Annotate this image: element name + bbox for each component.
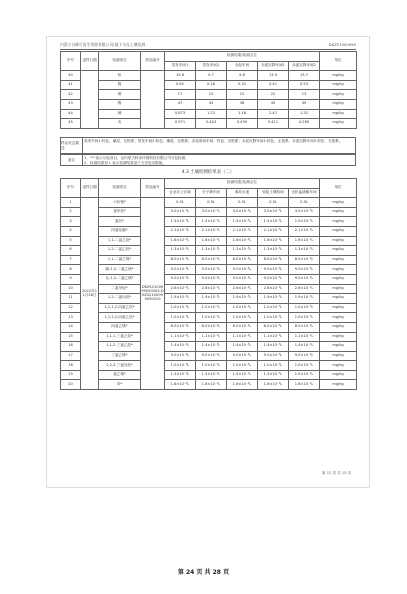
row-value: 0.5L (165, 198, 196, 208)
table-row (61, 198, 357, 208)
row-unit: mg/kg (320, 99, 357, 109)
row-no: 40 (61, 71, 81, 81)
row-value: 1.4×10⁻³L (165, 342, 196, 352)
row-value: 1.4×10⁻³L (258, 342, 289, 352)
row-unit: mg/kg (320, 119, 357, 129)
row-value: 1.6×10⁻³L (196, 380, 227, 390)
row-value: 2.1×10⁻³L (196, 226, 227, 236)
row-value: 1.0×10⁻³L (227, 361, 258, 371)
row-item: 镍 (99, 99, 141, 109)
row-value: 9.0×10⁻⁴L (258, 274, 289, 284)
row-value: 15 (227, 90, 258, 100)
row-value: 8.0×10⁻⁴L (258, 322, 289, 332)
row-value: 2.6×10⁻³L (227, 284, 258, 294)
table-row (61, 351, 357, 361)
row-item: 苯* (99, 380, 141, 390)
row-unit: mg/kg (320, 342, 357, 352)
row-value: 1.0×10⁻³L (289, 361, 320, 371)
row-value: 1.0×10⁻³L (165, 313, 196, 323)
table-header-row (61, 52, 357, 62)
row-value: 3.0×10⁻³L (165, 207, 196, 217)
row-item: 砷 (99, 109, 141, 119)
header-report-number: DKZS1900990 (328, 42, 356, 47)
row-value: 1.5×10⁻³L (227, 370, 258, 380)
table-row (61, 313, 357, 323)
row-value: 1.6×10⁻³L (258, 236, 289, 246)
row-value: 0.971 (165, 119, 196, 129)
row-value: 9.0×10⁻⁴L (196, 274, 227, 284)
row-item: 1,1-二氯乙烯* (99, 255, 141, 265)
row-no: 1 (61, 198, 81, 208)
row-value: 9.0×10⁻⁴L (165, 265, 196, 275)
row-item: 四氯化碳* (99, 226, 141, 236)
row-item: 氯乙烯* (99, 370, 141, 380)
header-date: 送样日期 (81, 179, 99, 198)
row-no: 5 (61, 236, 81, 246)
row-value: 1.1×10⁻³L (165, 332, 196, 342)
table-row (61, 342, 357, 352)
header-sample-no: 样品编号 (141, 52, 165, 71)
header-no: 序号 (61, 179, 81, 198)
row-value: 9.0×10⁻⁴L (289, 351, 320, 361)
row-value: 13.7 (289, 71, 320, 81)
row-item: 氯甲烷* (99, 207, 141, 217)
table-row (61, 226, 357, 236)
row-value: 3.0×10⁻³L (227, 207, 258, 217)
row-value: 0.5L (227, 198, 258, 208)
table-2-title: 4.3 土壤检测结果表（二） (181, 170, 235, 175)
row-value: 1.0×10⁻³L (258, 313, 289, 323)
table-row (61, 274, 357, 284)
row-item: 1,1,1,2-四氯乙烷* (99, 303, 141, 313)
row-unit: mg/kg (320, 294, 357, 304)
table-row (61, 303, 357, 313)
row-value: 2.1×10⁻³L (258, 226, 289, 236)
header-item: 检测项目 (99, 179, 141, 198)
row-value: 1.4×10⁻³L (227, 342, 258, 352)
table-row (61, 332, 357, 342)
row-value: 1.4×10⁻³L (196, 342, 227, 352)
row-unit: mg/kg (320, 361, 357, 371)
row-value: 8.0×10⁻⁴L (227, 255, 258, 265)
table-row (61, 322, 357, 332)
row-value: 45 (258, 99, 289, 109)
row-item: 镉 (99, 80, 141, 90)
row-value: 1.5×10⁻³L (165, 370, 196, 380)
row-value: 1.3×10⁻³L (165, 246, 196, 256)
row-value: 9.0×10⁻⁴L (258, 351, 289, 361)
row-unit: mg/kg (320, 313, 357, 323)
row-value: 9.0×10⁻⁴L (289, 274, 320, 284)
row-value: 47 (165, 99, 196, 109)
row-value: 22 (258, 90, 289, 100)
row-value: 39 (289, 99, 320, 109)
row-value: 0.5L (258, 198, 289, 208)
row-no: 12 (61, 303, 81, 313)
row-value: 1.1×10⁻³L (289, 332, 320, 342)
row-unit: mg/kg (320, 380, 357, 390)
row-value: 1.1×10⁻³L (196, 332, 227, 342)
row-value: 0.5L (289, 198, 320, 208)
row-value: 1.0×10⁻³L (165, 361, 196, 371)
row-no: 13 (61, 313, 81, 323)
row-unit: mg/kg (320, 207, 357, 217)
row-no: 18 (61, 361, 81, 371)
row-value: 1.18 (227, 109, 258, 119)
row-value: 1.0×10⁻³L (258, 361, 289, 371)
row-value: 2.6×10⁻³L (289, 284, 320, 294)
row-unit: mg/kg (320, 236, 357, 246)
header-item: 检测项目 (99, 52, 141, 71)
row-item: 铅 (99, 71, 141, 81)
row-no: 20 (61, 380, 81, 390)
row-value: 3.0×10⁻³L (196, 207, 227, 217)
row-unit: mg/kg (320, 265, 357, 275)
row-unit: mg/kg (320, 90, 357, 100)
row-value: 1.5×10⁻³L (258, 370, 289, 380)
row-unit: mg/kg (320, 80, 357, 90)
header-company: 内蒙古日峰可再生资源有限公司(地下水及土壤检测 (60, 42, 146, 47)
row-value: 1.22 (196, 109, 227, 119)
row-value: 38 (227, 99, 258, 109)
row-unit: mg/kg (320, 284, 357, 294)
header-unit: 单位 (320, 179, 357, 198)
row-value: 8.0×10⁻⁴L (196, 255, 227, 265)
row-item: 1,1,2,2-四氯乙烷* (99, 313, 141, 323)
row-no: 8 (61, 265, 81, 275)
row-value: 2.47 (258, 109, 289, 119)
row-value: 0.32 (227, 80, 258, 90)
header-location: 分子筛车间 (196, 188, 227, 198)
row-item: 1,2-二氯丙烷* (99, 294, 141, 304)
row-unit: mg/kg (320, 370, 357, 380)
row-value: 0.41 (258, 80, 289, 90)
row-value: 15.6 (165, 71, 196, 81)
row-value: 1.5×10⁻³L (289, 217, 320, 227)
row-value: 0.265 (289, 119, 320, 129)
row-item: 氯仿* (99, 217, 141, 227)
row-item: 六价铬* (99, 198, 141, 208)
row-no: 19 (61, 370, 81, 380)
header-location: 赤泥沉降车间2 (289, 61, 320, 71)
table-row (61, 109, 357, 119)
header-location: 铝锭土壤料场 (258, 188, 289, 198)
row-value: 9.0×10⁻⁴L (227, 274, 258, 284)
row-item: 汞 (99, 119, 141, 129)
row-value: 1.0×10⁻³L (289, 313, 320, 323)
row-item: 1,1,2-三氯乙烷* (99, 342, 141, 352)
row-value: 2.6×10⁻³L (258, 284, 289, 294)
row-value: 1.5×10⁻³L (227, 217, 258, 227)
table-row (61, 284, 357, 294)
row-no: 6 (61, 246, 81, 256)
row-no: 42 (61, 90, 81, 100)
row-value: 1.3×10⁻³L (196, 246, 227, 256)
sample-state-text: 蒸发车间1:棕色、潮湿、无根系；蒸发车间2:棕色、潮湿、无根系；赤泥堆场车间：棕色、无根系；赤泥沉降车间1:棕色、无根系；赤泥沉降车间2:棕色、无根系。 (84, 139, 343, 143)
row-value: 9.7 (196, 71, 227, 81)
header-no: 序号 (61, 52, 81, 71)
header-unit: 单位 (320, 52, 357, 71)
inner-page-number: 第 12 页 共 15 页 (322, 471, 352, 475)
results-table-1 (60, 51, 357, 129)
row-value: 13 (289, 90, 320, 100)
row-value: 0.411 (258, 119, 289, 129)
row-item: 反-1,2-二氯乙烯* (99, 274, 141, 284)
row-value: 2.1×10⁻³L (227, 226, 258, 236)
row-value: 1.0×10⁻³L (196, 361, 227, 371)
table-row (61, 207, 357, 217)
row-value: 9.0×10⁻⁴L (196, 351, 227, 361)
row-value: 8.0×10⁻⁴L (289, 255, 320, 265)
row-date: 2022年11月28日 (81, 198, 99, 390)
row-no: 7 (61, 255, 81, 265)
row-value: 1.6×10⁻³L (227, 380, 258, 390)
row-unit: mg/kg (320, 217, 357, 227)
row-item: 1,2,3-三氯丙烷* (99, 361, 141, 371)
row-value: 9.0×10⁻⁴L (196, 265, 227, 275)
row-unit: mg/kg (320, 332, 357, 342)
row-unit: mg/kg (320, 198, 357, 208)
row-value: 1.3×10⁻³L (227, 246, 258, 256)
row-value: 1.0×10⁻³L (165, 303, 196, 313)
row-item: 四氯乙烯* (99, 322, 141, 332)
row-value: 1.5×10⁻³L (289, 370, 320, 380)
row-value: 1.0×10⁻³L (258, 303, 289, 313)
row-unit: mg/kg (320, 71, 357, 81)
table-row (61, 380, 357, 390)
table-row (61, 99, 357, 109)
row-no: 3 (61, 217, 81, 227)
row-value: 0.5L (196, 198, 227, 208)
row-value: 1.5×10⁻³L (258, 217, 289, 227)
row-item: 1,2-二氯乙烷* (99, 246, 141, 256)
row-value: 13.3 (258, 71, 289, 81)
header-location: 蒸发车间1 (165, 61, 196, 71)
row-value: 8.0×10⁻⁴L (165, 322, 196, 332)
row-item: 1,1,1-三氯乙烷* (99, 332, 141, 342)
page-header (60, 41, 356, 50)
row-item: 顺-1,2-二氯乙烯* (99, 265, 141, 275)
row-no: 4 (61, 226, 81, 236)
row-no: 10 (61, 284, 81, 294)
remarks-block (60, 154, 356, 166)
row-value: 1.5×10⁻³L (196, 217, 227, 227)
row-value: 1.0×10⁻³L (227, 303, 258, 313)
header-location: 事故水池 (227, 188, 258, 198)
row-value: 0.439 (227, 119, 258, 129)
row-value: 1.0×10⁻³L (196, 303, 227, 313)
row-unit: mg/kg (320, 303, 357, 313)
row-value: 1.9×10⁻³L (227, 294, 258, 304)
row-no: 41 (61, 80, 81, 90)
row-value: 1.6×10⁻³L (165, 236, 196, 246)
header-location: 赤泥车间 (227, 61, 258, 71)
row-value: 3.0×10⁻³L (289, 207, 320, 217)
table-row (61, 236, 357, 246)
table-row (61, 119, 357, 129)
row-value: 1.5×10⁻³L (196, 370, 227, 380)
table-row (61, 90, 357, 100)
row-no: 9 (61, 274, 81, 284)
row-value: 8.0×10⁻⁴L (258, 255, 289, 265)
row-no: 11 (61, 294, 81, 304)
row-no: 43 (61, 99, 81, 109)
table-row (61, 80, 357, 90)
row-value: 9.0×10⁻⁴L (227, 265, 258, 275)
row-value: 1.0×10⁻³L (227, 313, 258, 323)
header-location: 无机盐硫酸车间 (289, 188, 320, 198)
header-location: 蒸发车间2 (196, 61, 227, 71)
row-value: 8.0×10⁻⁴L (196, 322, 227, 332)
row-value: 1.9×10⁻³L (196, 294, 227, 304)
row-no: 17 (61, 351, 81, 361)
row-unit: mg/kg (320, 351, 357, 361)
row-value: 1.6×10⁻³L (196, 236, 227, 246)
row-value: 1.6×10⁻³L (289, 380, 320, 390)
sample-state-label: 样品状态描述 (61, 138, 83, 153)
header-location: 企业办公区域 (165, 188, 196, 198)
outer-page-number: 第 24 页 共 28 页 (177, 569, 230, 576)
row-value: 2.1×10⁻³L (289, 226, 320, 236)
row-item: 1,1-二氯乙烷* (99, 236, 141, 246)
header-group: 检测结果/检测点位 (165, 52, 320, 62)
row-value: 2.1×10⁻³L (165, 226, 196, 236)
row-item: 二氯甲烷* (99, 284, 141, 294)
row-item: 铜 (99, 90, 141, 100)
row-value: 1.4×10⁻³L (289, 342, 320, 352)
header-sample-no: 样品编号 (141, 179, 165, 198)
row-value: 1.1×10⁻³L (258, 332, 289, 342)
row-value: 8.0×10⁻⁴L (227, 322, 258, 332)
row-value: 8.0×10⁻⁴L (165, 255, 196, 265)
row-value: 1.9×10⁻³L (289, 294, 320, 304)
row-value: 17 (165, 90, 196, 100)
table-row (61, 265, 357, 275)
row-unit: mg/kg (320, 109, 357, 119)
header-date: 送样日期 (81, 52, 99, 71)
row-value: 1.5×10⁻³L (165, 217, 196, 227)
row-value: 43 (196, 99, 227, 109)
results-table-2 (60, 178, 357, 390)
row-value: 1.0×10⁻³L (289, 303, 320, 313)
row-value: 8.0×10⁻⁴L (289, 322, 320, 332)
row-value: 1.32 (289, 109, 320, 119)
row-unit: mg/kg (320, 255, 357, 265)
remark-line: 1、“*”表示分包项目，由内蒙古科奇环境科技有限公司分包检测。 (84, 156, 189, 160)
row-value: 9.0×10⁻⁴L (165, 351, 196, 361)
row-no: 2 (61, 207, 81, 217)
row-unit: mg/kg (320, 274, 357, 284)
row-sample-no (141, 71, 165, 129)
sample-state-block (60, 137, 356, 154)
row-value: 0.53 (289, 80, 320, 90)
row-item: 三氯乙烯* (99, 351, 141, 361)
remark-line: 2、检测结果加 L 表示检测结果低于方法检出限值。 (84, 160, 167, 165)
table-row (61, 71, 357, 81)
row-value: 9.0×10⁻⁴L (289, 265, 320, 275)
row-value: 1.3×10⁻³L (289, 246, 320, 256)
remarks-label: 备注 (61, 155, 83, 165)
row-value: 15 (196, 90, 227, 100)
row-unit: mg/kg (320, 246, 357, 256)
table-row (61, 361, 357, 371)
row-value: 3.0×10⁻³L (258, 207, 289, 217)
row-value: 1.6×10⁻³L (165, 380, 196, 390)
row-date (81, 71, 99, 129)
row-no: 14 (61, 322, 81, 332)
row-value: 1.9×10⁻³L (165, 294, 196, 304)
row-value: 1.6×10⁻³L (227, 236, 258, 246)
row-value: 9.8 (227, 71, 258, 81)
row-sample-no: DKZS2100099050004-DKZS2100099050010 (141, 198, 165, 390)
table-row (61, 217, 357, 227)
row-value: 1.6×10⁻³L (289, 236, 320, 246)
row-value: 9.0×10⁻⁴L (258, 265, 289, 275)
table-row (61, 294, 357, 304)
table-row (61, 255, 357, 265)
header-location: 赤泥沉降车间1 (258, 61, 289, 71)
row-value: 0.82 (165, 80, 196, 90)
header-group: 检测结果/检测点位 (165, 179, 320, 189)
row-no: 15 (61, 332, 81, 342)
row-no: 45 (61, 119, 81, 129)
row-value: 2.6×10⁻³L (196, 284, 227, 294)
row-unit: mg/kg (320, 322, 357, 332)
row-value: 0.28 (196, 80, 227, 90)
row-value: 1.6×10⁻³L (258, 380, 289, 390)
row-no: 44 (61, 109, 81, 119)
table-row (61, 246, 357, 256)
row-value: 1.9×10⁻³L (258, 294, 289, 304)
row-value: 9.0×10⁻⁴L (165, 274, 196, 284)
remarks-lines (84, 156, 353, 166)
table-header-row (61, 179, 357, 189)
row-value: 2.6×10⁻³L (165, 284, 196, 294)
row-value: 9.0×10⁻⁴L (227, 351, 258, 361)
row-value: 1.1×10⁻³L (227, 332, 258, 342)
row-value: 1.0×10⁻³L (196, 313, 227, 323)
row-unit: mg/kg (320, 226, 357, 236)
row-no: 16 (61, 342, 81, 352)
row-value: 0.443 (196, 119, 227, 129)
row-value: 0.873 (165, 109, 196, 119)
table-row (61, 370, 357, 380)
row-value: 1.3×10⁻³L (258, 246, 289, 256)
